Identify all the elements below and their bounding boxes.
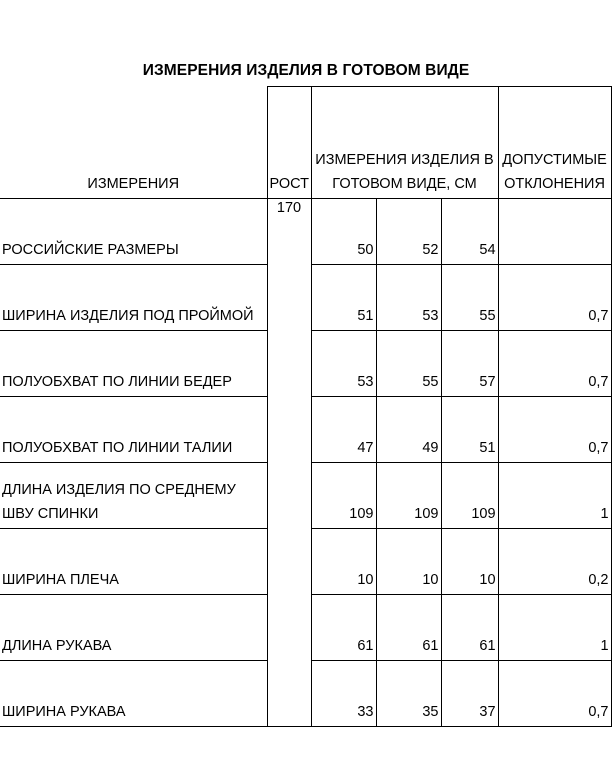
size-value-2: 53 <box>376 265 441 331</box>
row-label: ПОЛУОБХВАТ ПО ЛИНИИ ТАЛИИ <box>0 397 267 463</box>
row-label: ДЛИНА РУКАВА <box>0 595 267 661</box>
size-value-2: 49 <box>376 397 441 463</box>
size-value-1: 61 <box>311 595 376 661</box>
size-value-1: 53 <box>311 331 376 397</box>
header-measure: ИЗМЕРЕНИЯ <box>0 87 267 199</box>
row-label: ПОЛУОБХВАТ ПО ЛИНИИ БЕДЕР <box>0 331 267 397</box>
size-value-1: 47 <box>311 397 376 463</box>
size-value-3: 57 <box>441 331 498 397</box>
size-value-2: 55 <box>376 331 441 397</box>
table-title: ИЗМЕРЕНИЯ ИЗДЕЛИЯ В ГОТОВОМ ВИДЕ <box>142 62 470 79</box>
tolerance-value: 0,7 <box>498 331 611 397</box>
row-label: ШИРИНА РУКАВА <box>0 661 267 727</box>
size-value-2: 35 <box>376 661 441 727</box>
tolerance-value: 1 <box>498 463 611 529</box>
size-value-1: 50 <box>311 199 376 265</box>
size-value-2: 109 <box>376 463 441 529</box>
row-label: ШИРИНА ИЗДЕЛИЯ ПОД ПРОЙМОЙ <box>0 265 267 331</box>
tolerance-value: 1 <box>498 595 611 661</box>
size-value-3: 61 <box>441 595 498 661</box>
row-label: ДЛИНА ИЗДЕЛИЯ ПО СРЕДНЕМУ ШВУ СПИНКИ <box>0 463 267 529</box>
height-column <box>267 199 311 727</box>
tolerance-value: 0,7 <box>498 265 611 331</box>
size-value-2: 61 <box>376 595 441 661</box>
measurements-table <box>0 86 612 727</box>
size-value-2: 52 <box>376 199 441 265</box>
table-row <box>0 199 611 265</box>
size-value-1: 10 <box>311 529 376 595</box>
tolerance-value: 0,7 <box>498 397 611 463</box>
size-value-3: 51 <box>441 397 498 463</box>
tolerance-value: 0,2 <box>498 529 611 595</box>
header-measure-ready: ИЗМЕРЕНИЯ ИЗДЕЛИЯ В ГОТОВОМ ВИДЕ, СМ <box>311 87 498 199</box>
size-value-3: 10 <box>441 529 498 595</box>
header-height: РОСТ <box>267 87 311 199</box>
header-row <box>0 87 611 199</box>
height-value: 170 <box>276 200 302 216</box>
size-value-3: 109 <box>441 463 498 529</box>
tolerance-value <box>498 199 611 265</box>
row-label: РОССИЙСКИЕ РАЗМЕРЫ <box>0 199 267 265</box>
header-tolerance: ДОПУСТИМЫЕ ОТКЛОНЕНИЯ <box>498 87 611 199</box>
size-value-3: 55 <box>441 265 498 331</box>
tolerance-value: 0,7 <box>498 661 611 727</box>
size-value-3: 54 <box>441 199 498 265</box>
size-value-1: 51 <box>311 265 376 331</box>
size-value-1: 33 <box>311 661 376 727</box>
size-value-2: 10 <box>376 529 441 595</box>
size-value-3: 37 <box>441 661 498 727</box>
row-label: ШИРИНА ПЛЕЧА <box>0 529 267 595</box>
size-value-1: 109 <box>311 463 376 529</box>
